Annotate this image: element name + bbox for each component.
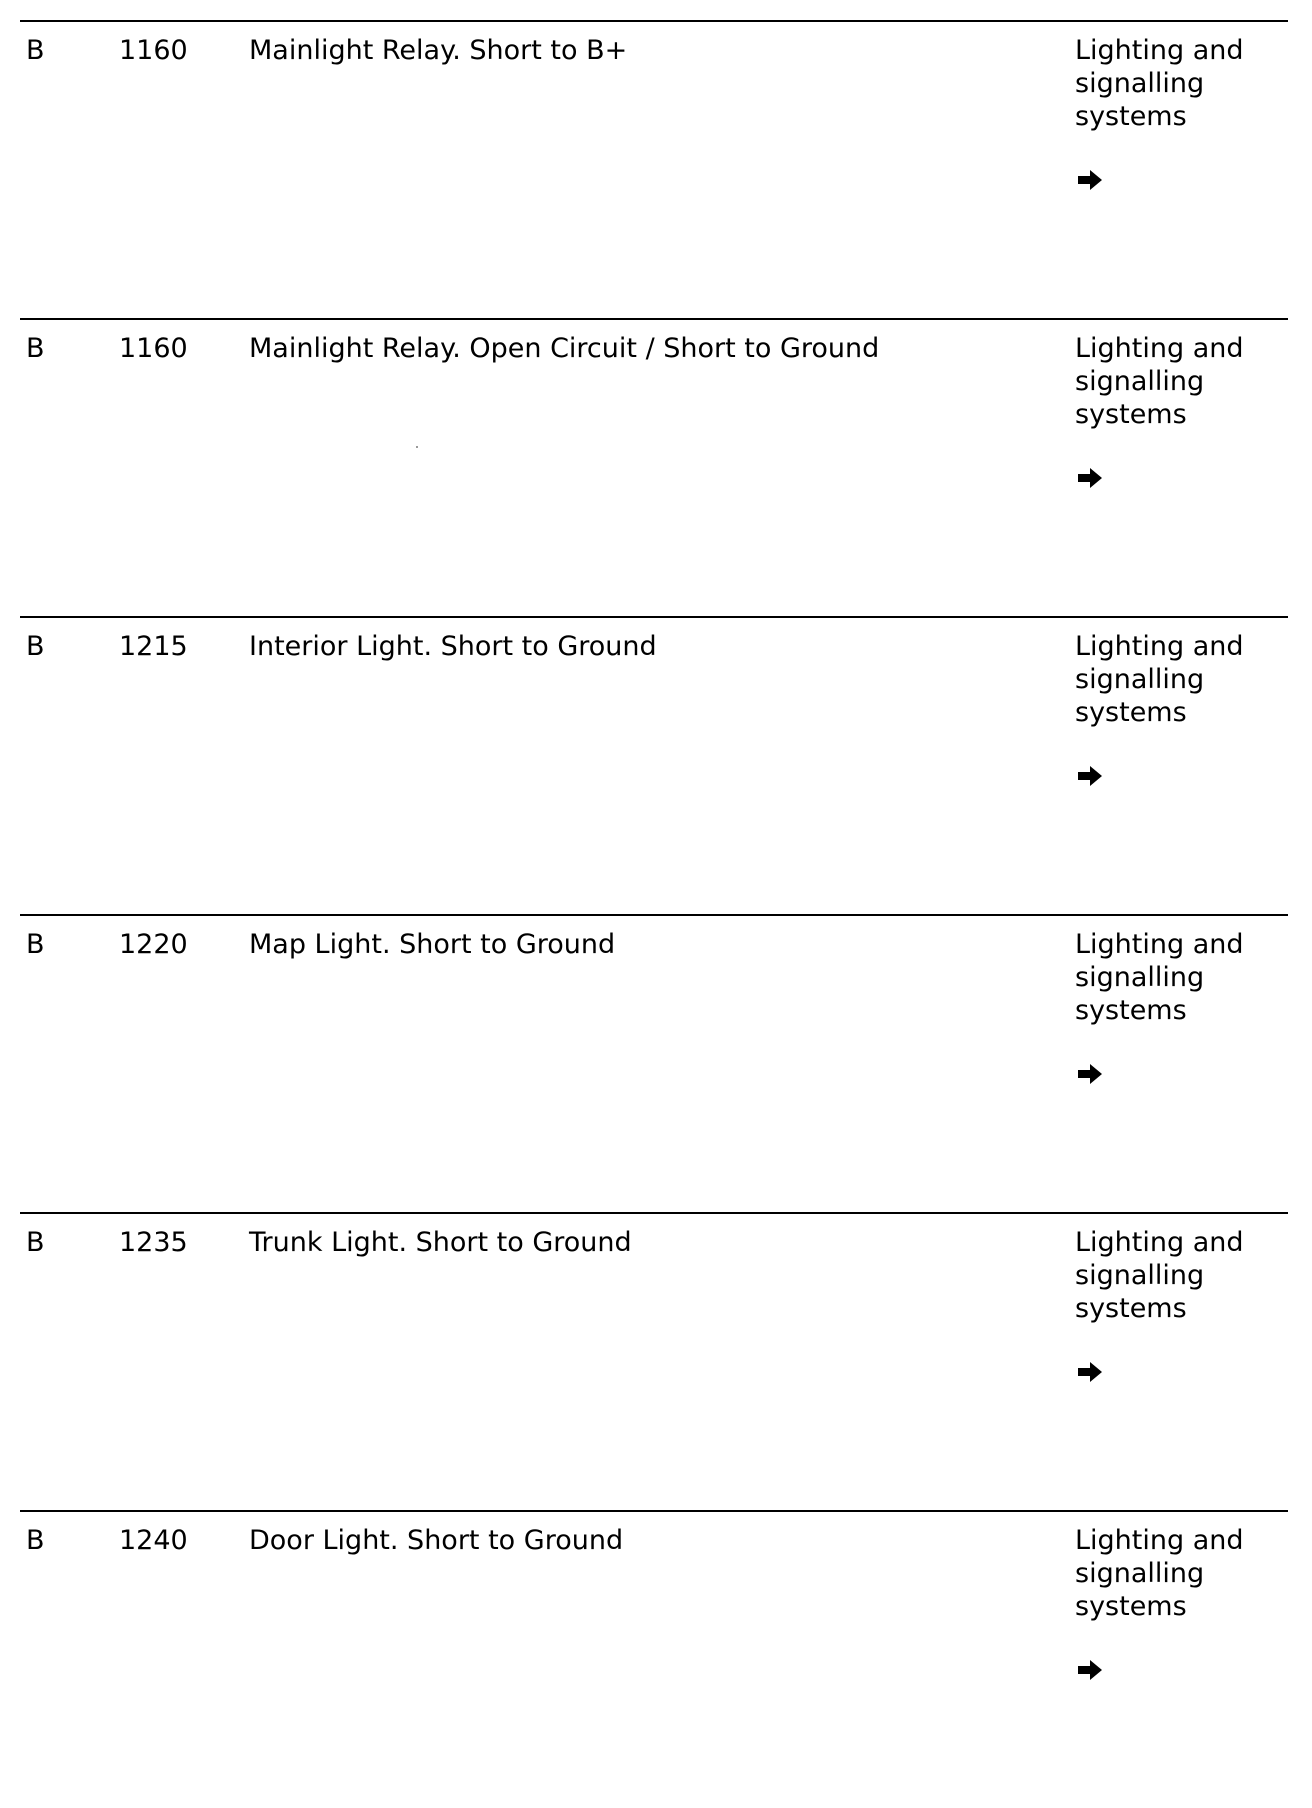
system-category: Lighting and signalling systems <box>1075 35 1244 132</box>
table-row <box>20 20 1288 318</box>
fault-code: 1235 <box>119 1227 188 1258</box>
fault-description: Mainlight Relay. Short to B+ <box>249 35 628 66</box>
fault-type: B <box>26 631 45 662</box>
fault-code: 1160 <box>119 333 188 364</box>
right-arrow-icon[interactable] <box>1076 1658 1104 1682</box>
fault-code: 1160 <box>119 35 188 66</box>
right-arrow-icon[interactable] <box>1076 466 1104 490</box>
right-arrow-icon[interactable] <box>1076 1062 1104 1086</box>
fault-type: B <box>26 929 45 960</box>
right-arrow-icon[interactable] <box>1076 168 1104 192</box>
table-row <box>20 1510 1288 1808</box>
table-row <box>20 1212 1288 1510</box>
fault-type: B <box>26 1525 45 1556</box>
fault-description: Door Light. Short to Ground <box>249 1525 624 1556</box>
fault-type: B <box>26 35 45 66</box>
right-arrow-icon[interactable] <box>1076 764 1104 788</box>
system-category: Lighting and signalling systems <box>1075 333 1244 430</box>
system-category: Lighting and signalling systems <box>1075 631 1244 728</box>
right-arrow-icon[interactable] <box>1076 1360 1104 1384</box>
fault-type: B <box>26 333 45 364</box>
fault-code: 1220 <box>119 929 188 960</box>
table-row <box>20 616 1288 914</box>
fault-code: 1215 <box>119 631 188 662</box>
fault-type: B <box>26 1227 45 1258</box>
fault-description: Mainlight Relay. Open Circuit / Short to Ground <box>249 333 880 364</box>
scan-speck <box>416 446 418 448</box>
system-category: Lighting and signalling systems <box>1075 1227 1244 1324</box>
system-category: Lighting and signalling systems <box>1075 929 1244 1026</box>
fault-code-table <box>20 20 1288 1808</box>
system-category: Lighting and signalling systems <box>1075 1525 1244 1622</box>
table-row <box>20 318 1288 616</box>
fault-description: Trunk Light. Short to Ground <box>249 1227 632 1258</box>
fault-code: 1240 <box>119 1525 188 1556</box>
table-row <box>20 914 1288 1212</box>
fault-description: Map Light. Short to Ground <box>249 929 616 960</box>
fault-description: Interior Light. Short to Ground <box>249 631 657 662</box>
